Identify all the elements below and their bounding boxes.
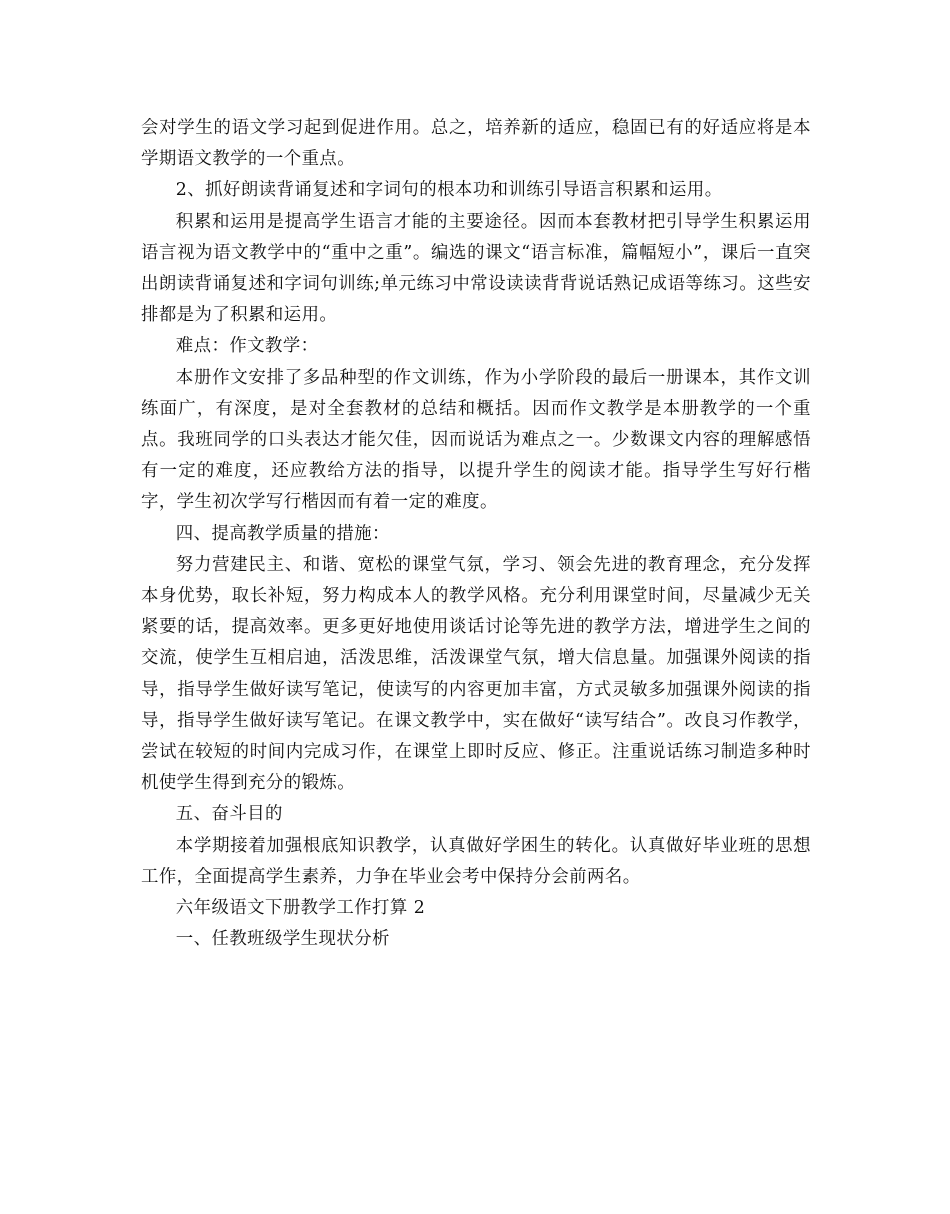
paragraph: 六年级语文下册教学工作打算 2 [175,898,426,919]
paragraph: 五、奋斗目的 [175,804,283,825]
paragraph: 积累和运用是提高学生语言才能的主要途径。因而本套教材把引导学生积累运用语言视为语文教学中的“重中之重”。编选的课文“语言标准，篇幅短小”，课后一直突出朗读背诵复述和字词句训练;单元练习中常设读读背背说话熟记成语等练习。这些安排都是为了积累和运用。 [141,211,811,326]
paragraph: 会对学生的语文学习起到促进作用。总之，培养新的适应，稳固已有的好适应将是本学期语文教学的一个重点。 [141,118,811,170]
paragraph: 四、提高教学质量的措施： [175,523,390,544]
paragraph: 努力营建民主、和谐、宽松的课堂气氛，学习、领会先进的教育理念，充分发挥本身优势，取长补短，努力构成本人的教学风格。充分利用课堂时间，尽量减少无关紧要的话，提高效率。更多更好地使用谈话讨论等先进的教学方法，增进学生之间的交流，使学生互相启迪，活泼思维，活泼课堂气氛，增大信息量。加强课外阅读的指导，指导学生做好读写笔记，使读写的内容更加丰富，方式灵敏多加强课外阅读的指导，指导学生做好读写笔记。在课文教学中，实在做好“读写结合”。改良习作教学，尝试在较短的时间内完成习作，在课堂上即时反应、修正。注重说话练习制造多种时机使学生得到充分的锻炼。 [141,554,811,794]
paragraph: 一、任教班级学生现状分析 [175,929,390,950]
paragraph: 2、抓好朗读背诵复述和字词句的根本功和训练引导语言积累和运用。 [175,180,723,201]
paragraph: 本册作文安排了多品种型的作文训练，作为小学阶段的最后一册课本，其作文训练面广，有深度，是对全套教材的总结和概括。因而作文教学是本册教学的一个重点。我班同学的口头表达才能欠佳，因而说话为难点之一。少数课文内容的理解感悟有一定的难度，还应教给方法的指导，以提升学生的阅读才能。指导学生写好行楷字，学生初次学写行楷因而有着一定的难度。 [141,367,811,513]
paragraph: 本学期接着加强根底知识教学，认真做好学困生的转化。认真做好毕业班的思想工作，全面提高学生素养，力争在毕业会考中保持分会前两名。 [141,835,811,887]
document-body [141,113,811,955]
paragraph: 难点：作文教学： [175,336,319,357]
